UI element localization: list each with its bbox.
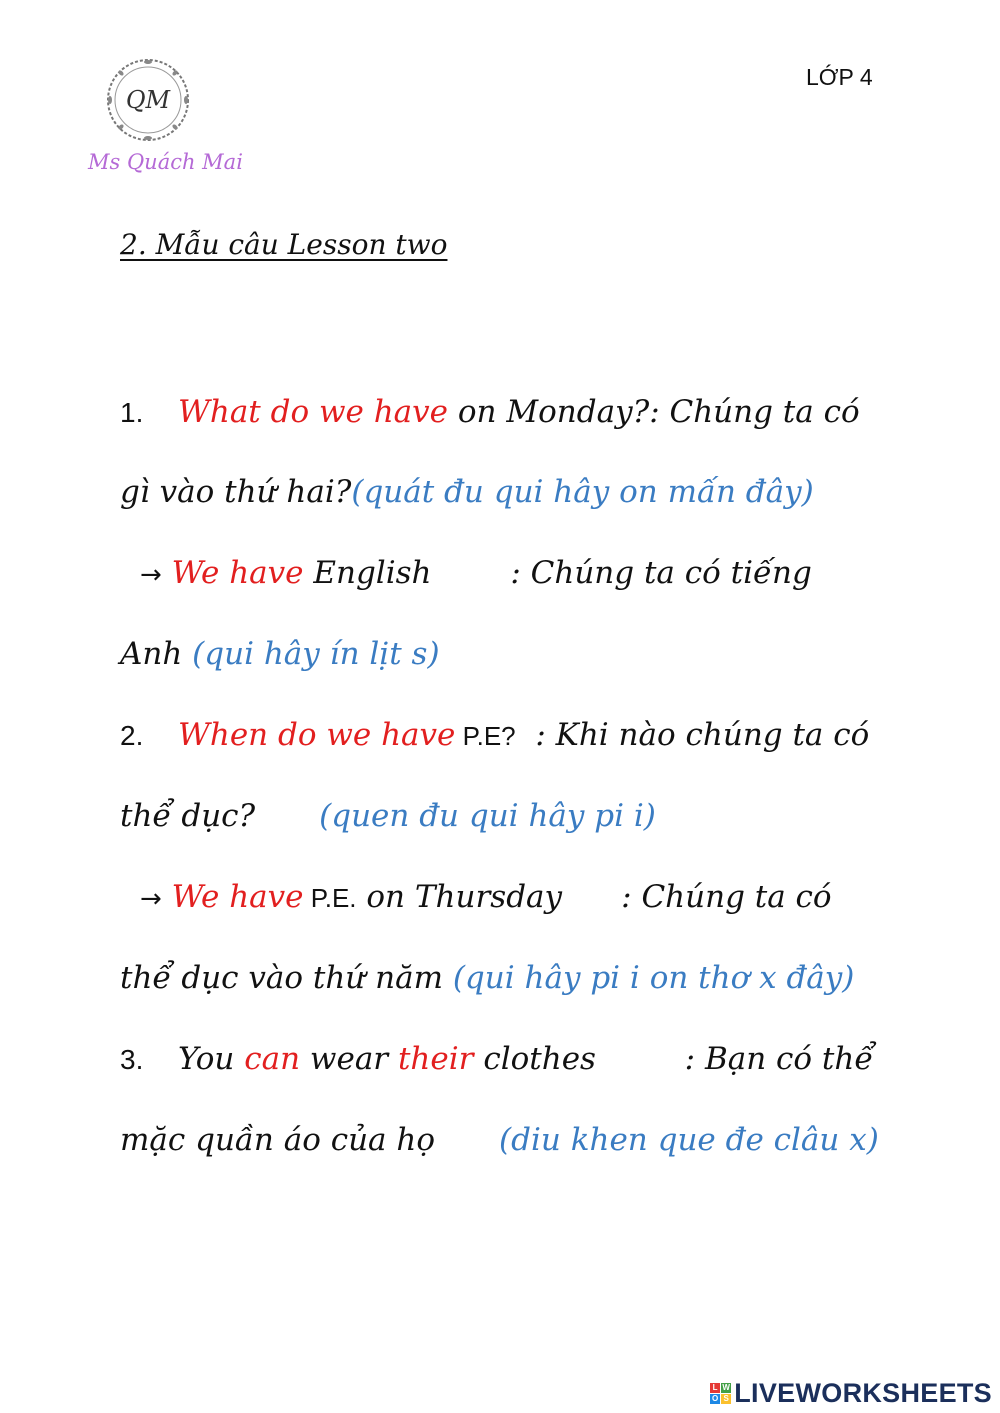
answer-1-line (140, 553, 812, 595)
key-phrase: When do we have (178, 717, 456, 753)
pronunciation: (qui hây pi i on thơ x đây) (452, 960, 855, 996)
sentence-2-cont (120, 796, 656, 836)
pronunciation: (quát đu qui hây on mấn đây) (351, 474, 814, 510)
sentence-text: wear (300, 1041, 398, 1077)
translation-text: mặc quần áo của họ (120, 1122, 436, 1158)
pronunciation: (qui hây ín lịt s) (192, 636, 440, 672)
pronunciation: (diu khen que đe clâu x) (499, 1122, 879, 1158)
key-word: can (244, 1041, 301, 1077)
section-heading: 2. Mẫu câu Lesson two (120, 228, 448, 261)
item-number: 1. (120, 397, 144, 428)
translation-text: : Khi nào chúng ta có (515, 717, 870, 753)
answer-1-cont (120, 634, 440, 674)
subject-text: P.E? (455, 721, 516, 751)
qm-logo (104, 56, 192, 144)
pronunciation: (quen đu qui hây pi i) (319, 798, 656, 834)
liveworksheets-logo-icon: L W O S (712, 1383, 731, 1403)
translation-text: : Bạn có thể (595, 1041, 874, 1077)
arrow-right-icon: → (140, 560, 162, 590)
sentence-text: clothes (473, 1041, 596, 1077)
sentence-text: You (178, 1041, 245, 1077)
translation-text: gì vào thứ hai? (120, 474, 352, 510)
sentence-text: on Thursday (356, 879, 563, 915)
subject-text: P.E. (303, 883, 357, 913)
watermark-text: LIVEWORKSHEETS (734, 1378, 992, 1408)
translation-text: thể dục vào thứ năm (120, 960, 453, 996)
grade-label: LỚP 4 (806, 64, 873, 90)
wreath-icon (104, 56, 192, 144)
key-phrase: We have (171, 555, 304, 591)
answer-2-line (140, 877, 832, 919)
sentence-1-cont (120, 472, 814, 512)
translation-text: : Chúng ta có (562, 879, 832, 915)
sentence-1-line (120, 392, 860, 433)
translation-text: Anh (120, 636, 193, 672)
sentence-text: on Monday?: Chúng ta có (448, 394, 860, 430)
key-phrase: What do we have (178, 394, 449, 430)
item-number: 2. (120, 720, 144, 751)
key-phrase: We have (171, 879, 304, 915)
sentence-text: English (303, 555, 432, 591)
liveworksheets-watermark (710, 1378, 992, 1409)
sentence-3-cont (120, 1120, 879, 1160)
item-number: 3. (120, 1044, 144, 1075)
sentence-3-line (120, 1039, 873, 1080)
arrow-right-icon: → (140, 884, 162, 914)
brand-name: Ms Quách Mai (88, 150, 243, 174)
sentence-2-line (120, 715, 869, 756)
answer-2-cont (120, 958, 854, 998)
svg-text:QM: QM (125, 86, 171, 114)
translation-text: : Chúng ta có tiếng (431, 555, 812, 591)
key-word: their (397, 1041, 474, 1077)
translation-text: thể dục? (120, 798, 256, 834)
